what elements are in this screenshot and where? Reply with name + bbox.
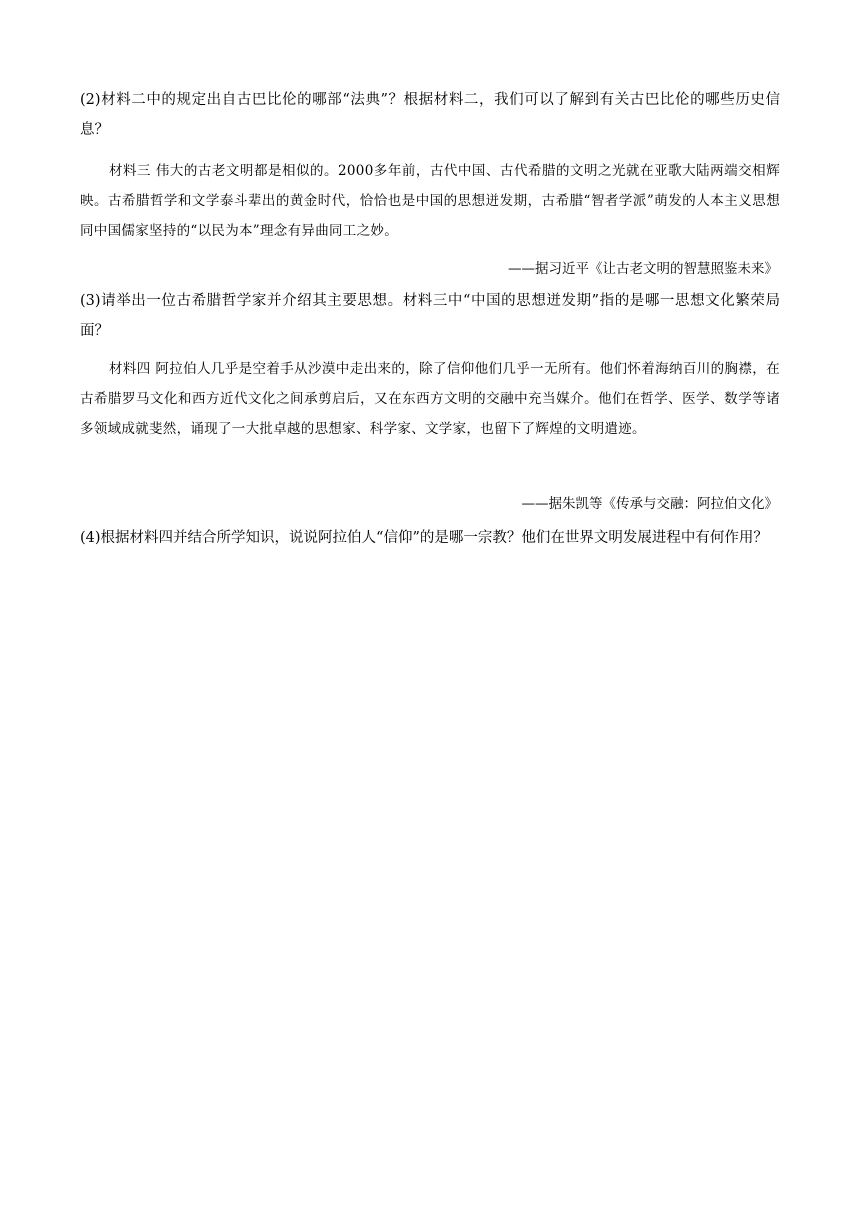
material-4-text: 材料四 阿拉伯人几乎是空着手从沙漠中走出来的，除了信仰他们几乎一无所有。他们怀着海纳百川的胸襟，在古希腊罗马文化和西方近代文化之间承剪启后，又在东西方文明的交融中充当媒介。他们在哲学、医学、数学等诸多领域成就斐然，诵现了一大批卓越的思想家、科学家、文学家，也留下了辉煌的文明遣迹。 <box>80 361 780 437</box>
material-3-text: 材料三 伟大的古老文明都是相似的。2000多年前，古代中国、古代希腊的文明之光就在亚歌大陆两端交相辉映。古希腊哲学和文学泰斗辈出的黄金时代，恰恰也是中国的思想迸发期，古希腊“智者学派”萌发的人本主义思想同中国儒家坚持的“以民为本”理念有异曲同工之妙。 <box>80 163 780 239</box>
question-4: (4)根据材料四并结合所学知识，说说阿拉伯人“信仰”的是哪一宗教？他们在世界文明发展进程中有何作用？ <box>80 530 768 546</box>
material-3-source: ——据习近平《让古老文明的智慧照鉴未来》 <box>508 261 778 277</box>
question-3: (3)请举出一位古希腊哲学家并介绍其主要思想。材料三中“中国的思想迸发期”指的是哪一思想文化繁荣局面？ <box>80 293 780 339</box>
material-4-source: ——据朱凯等《传承与交融：阿拉伯文化》 <box>521 496 778 512</box>
question-2: (2)材料二中的规定出自古巴比伦的哪部“法典”？根据材料二，我们可以了解到有关古巴比伦的哪些历史信息？ <box>80 92 780 138</box>
